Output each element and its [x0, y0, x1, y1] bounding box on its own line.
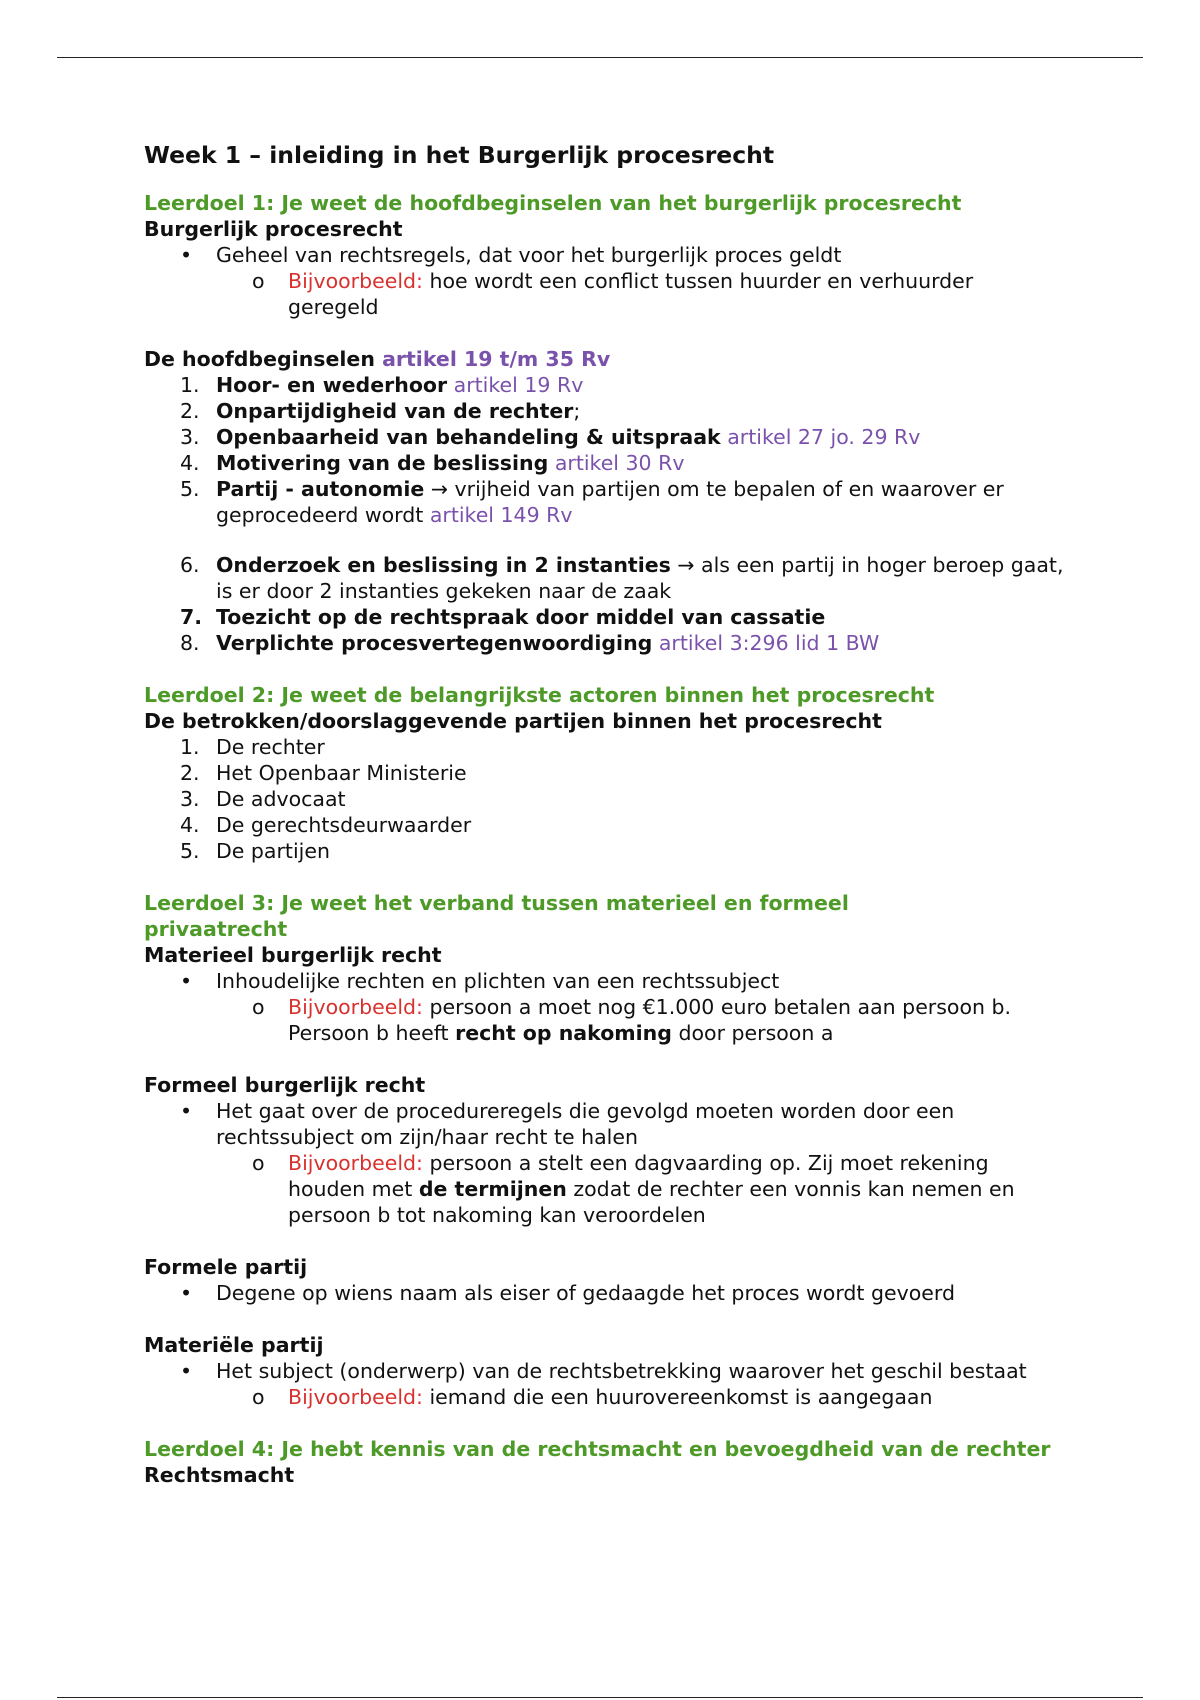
formeel-definition: Het gaat over de procedureregels die gevolgd moeten worden door een rechtssubject om zijn/haar recht te halen — [216, 1099, 955, 1149]
formeel-heading: Formeel burgerlijk recht — [144, 1073, 426, 1097]
actor-item — [180, 734, 1064, 760]
principles-heading-text: De hoofdbeginselen — [144, 347, 383, 371]
materiele-partij-heading: Materiële partij — [144, 1333, 324, 1357]
example-text: hoe wordt een conflict tussen huurder en verhuurder geregeld — [288, 269, 974, 319]
list-item — [288, 268, 1064, 320]
item-number: 6. — [180, 553, 200, 577]
principle-item — [180, 630, 1064, 656]
principles-article-ref: artikel 19 t/m 35 Rv — [382, 347, 611, 371]
item-number: 1. — [180, 373, 200, 397]
goal-2-heading: Leerdoel 2: Je weet de belangrijkste actoren binnen het procesrecht — [144, 683, 935, 707]
principle-label: Motivering van de beslissing — [216, 451, 549, 475]
principle-label: Onpartijdigheid van de rechter — [216, 399, 574, 423]
principle-text: → vrijheid van partijen om te bepalen of en waarover er geprocedeerd wordt — [216, 477, 1004, 527]
example-list — [216, 1150, 1064, 1228]
actor-text: De advocaat — [216, 787, 346, 811]
example-text: zodat de rechter een vonnis kan nemen en persoon b tot nakoming kan veroordelen — [288, 1177, 1015, 1227]
principle-item — [180, 450, 1064, 476]
item-number: 5. — [180, 839, 200, 863]
example-emphasis: recht op nakoming — [455, 1021, 672, 1045]
principle-text: → als een partij in hoger beroep gaat, is er door 2 instanties gekeken naar de zaak — [216, 553, 1064, 603]
list-item — [216, 1098, 1064, 1228]
formele-partij-list — [144, 1280, 1064, 1306]
list-item — [216, 1280, 1064, 1306]
example-list — [216, 1384, 1064, 1410]
principle-item — [180, 372, 1064, 398]
item-number: 3. — [180, 425, 200, 449]
materieel-definition: Inhoudelijke rechten en plichten van een rechtssubject — [216, 969, 780, 993]
list-item — [216, 1358, 1064, 1410]
principle-label: Partij - autonomie — [216, 477, 425, 501]
header-rule — [57, 57, 1143, 58]
principle-item — [180, 552, 1064, 604]
item-number: 3. — [180, 787, 200, 811]
list-item — [288, 994, 1064, 1046]
article-ref: artikel 30 Rv — [554, 451, 685, 475]
item-number: 8. — [180, 631, 200, 655]
example-emphasis: de termijnen — [418, 1177, 567, 1201]
formele-partij-heading: Formele partij — [144, 1255, 308, 1279]
example-label: Bijvoorbeeld: — [288, 269, 423, 293]
example-text: door persoon a — [671, 1021, 834, 1045]
materieel-list — [144, 968, 1064, 1046]
item-number: 5. — [180, 477, 200, 501]
principles-heading — [144, 346, 1064, 372]
article-ref: artikel 27 jo. 29 Rv — [727, 425, 921, 449]
principle-label: Hoor- en wederhoor — [216, 373, 448, 397]
example-list — [216, 268, 1064, 320]
principle-text: ; — [573, 399, 581, 423]
actor-text: De partijen — [216, 839, 330, 863]
item-number: 4. — [180, 813, 200, 837]
example-label: Bijvoorbeeld: — [288, 995, 423, 1019]
principle-label: Onderzoek en beslissing in 2 instanties — [216, 553, 671, 577]
list-item — [288, 1384, 1064, 1410]
list-item — [288, 1150, 1064, 1228]
goal-3-heading: Leerdoel 3: Je weet het verband tussen materieel en formeel privaatrecht — [144, 891, 849, 941]
actor-item — [180, 760, 1064, 786]
actor-text: De rechter — [216, 735, 325, 759]
section-goal-1 — [144, 190, 1064, 656]
principle-item — [180, 476, 1064, 528]
article-ref: artikel 19 Rv — [453, 373, 584, 397]
article-ref: artikel 3:296 lid 1 BW — [658, 631, 880, 655]
item-number: 4. — [180, 451, 200, 475]
principle-label: Openbaarheid van behandeling & uitspraak — [216, 425, 721, 449]
example-text: iemand die een huurovereenkomst is aangegaan — [422, 1385, 933, 1409]
actor-item — [180, 812, 1064, 838]
actor-text: De gerechtsdeurwaarder — [216, 813, 472, 837]
item-number: 2. — [180, 399, 200, 423]
section-goal-2 — [144, 682, 1064, 864]
principle-label: Toezicht op de rechtspraak door middel van cassatie — [216, 605, 826, 629]
list-item — [216, 968, 1064, 1046]
principle-item — [180, 424, 1064, 450]
principle-label: Verplichte procesvertegenwoordiging — [216, 631, 653, 655]
item-number: 2. — [180, 761, 200, 785]
actor-item — [180, 786, 1064, 812]
page-title: Week 1 – inleiding in het Burgerlijk procesrecht — [144, 141, 775, 169]
example-text: persoon a moet nog €1.000 euro betalen aan persoon b. Persoon b heeft — [288, 995, 1012, 1045]
formele-partij-definition: Degene op wiens naam als eiser of gedaagde het proces wordt gevoerd — [216, 1281, 955, 1305]
list-item — [216, 242, 1064, 320]
document-page — [144, 140, 1064, 1488]
principle-item — [180, 604, 1064, 630]
goal-1-heading: Leerdoel 1: Je weet de hoofdbeginselen van het burgerlijk procesrecht — [144, 191, 962, 215]
burgerlijk-procesrecht-heading: Burgerlijk procesrecht — [144, 217, 403, 241]
article-ref: artikel 149 Rv — [429, 503, 573, 527]
example-label: Bijvoorbeeld: — [288, 1385, 423, 1409]
principle-item — [180, 398, 1064, 424]
item-number: 7. — [180, 605, 203, 629]
example-list — [216, 994, 1064, 1046]
example-label: Bijvoorbeeld: — [288, 1151, 423, 1175]
goal-4-heading: Leerdoel 4: Je hebt kennis van de rechtsmacht en bevoegdheid van de rechter — [144, 1437, 1051, 1461]
materieel-heading: Materieel burgerlijk recht — [144, 943, 442, 967]
item-number: 1. — [180, 735, 200, 759]
spacer — [216, 528, 1064, 552]
section-goal-4 — [144, 1436, 1064, 1488]
actors-heading: De betrokken/doorslaggevende partijen binnen het procesrecht — [144, 709, 882, 733]
actors-list — [144, 734, 1064, 864]
definition-list — [144, 242, 1064, 320]
principles-list — [144, 372, 1064, 656]
section-goal-3 — [144, 890, 1064, 1410]
actor-text: Het Openbaar Ministerie — [216, 761, 467, 785]
formeel-list — [144, 1098, 1064, 1228]
rechtsmacht-heading: Rechtsmacht — [144, 1463, 295, 1487]
materiele-partij-definition: Het subject (onderwerp) van de rechtsbetrekking waarover het geschil bestaat — [216, 1359, 1027, 1383]
definition-text: Geheel van rechtsregels, dat voor het burgerlijk proces geldt — [216, 243, 842, 267]
example-text: persoon a stelt een dagvaarding op. Zij moet rekening houden met — [288, 1151, 989, 1201]
footer-rule — [57, 1697, 1143, 1698]
actor-item — [180, 838, 1064, 864]
materiele-partij-list — [144, 1358, 1064, 1410]
